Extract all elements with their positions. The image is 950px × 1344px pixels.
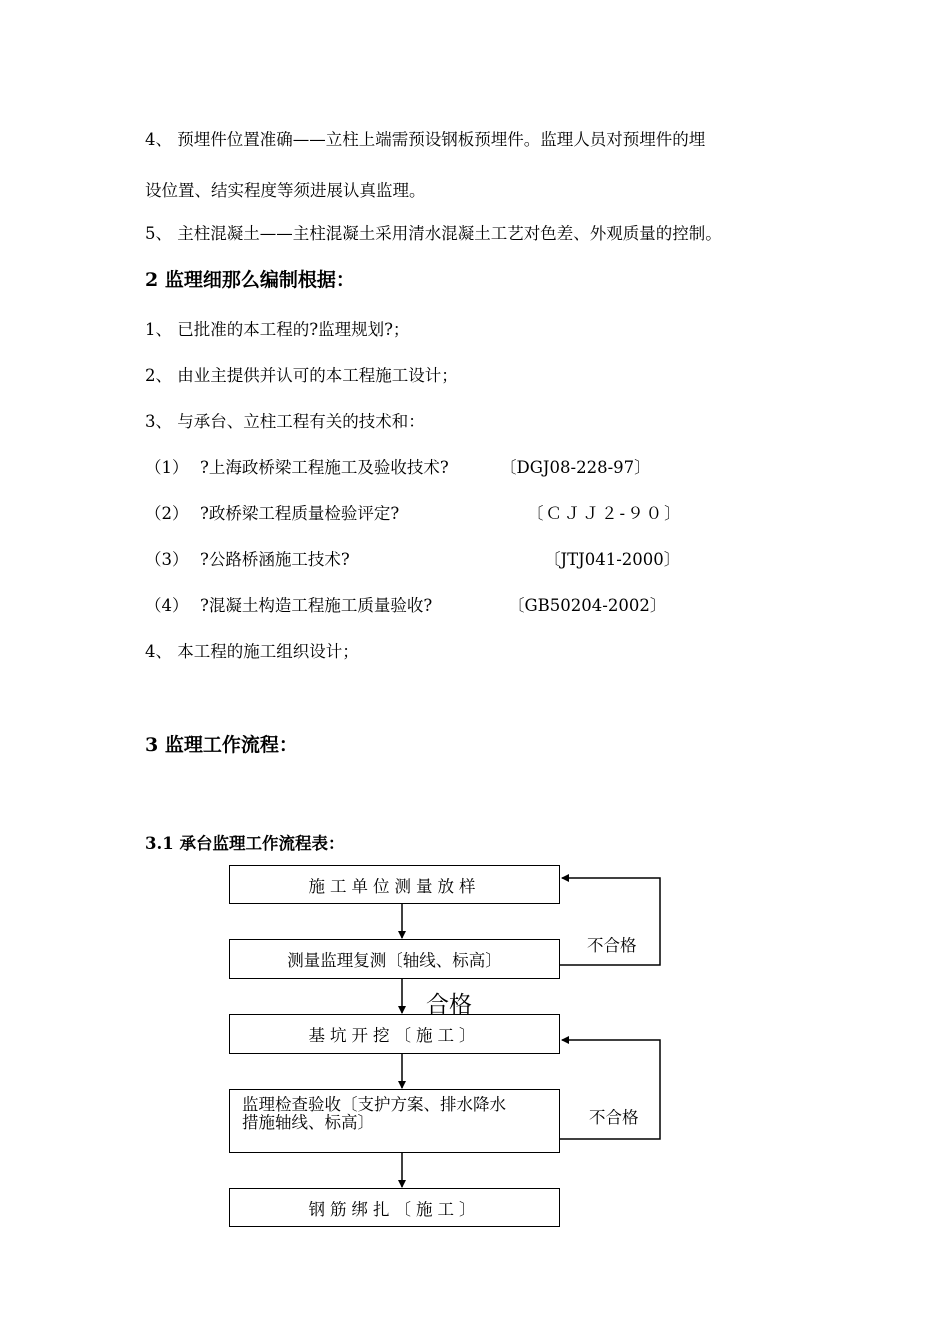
flow-box-label-line-2: 措施轴线、标高〕: [242, 1113, 374, 1132]
standard-name: ?混凝土构造工程施工质量验收?: [200, 596, 433, 615]
pass-label: 合格: [426, 992, 472, 1018]
standard-number: （2）: [145, 504, 189, 523]
standard-code: 〔JTJ041-2000〕: [544, 550, 681, 569]
fail-label: 不合格: [589, 1108, 639, 1127]
standard-name: ?上海政桥梁工程施工及验收技术?: [200, 458, 449, 477]
section-3-1-heading: 3.1 承台监理工作流程表：: [145, 834, 345, 853]
flow-box-label-line-1: 监理检查验收〔支护方案、排水降水: [242, 1095, 506, 1114]
standard-code: 〔DGJ08-228-97〕: [500, 458, 651, 477]
basis-item-3: 3、 与承台、立柱工程有关的技术和：: [145, 412, 425, 431]
standard-code: 〔GB50204-2002〕: [508, 596, 667, 615]
fail-label: 不合格: [587, 936, 637, 955]
flow-box-label: 测量监理复测〔轴线、标高〕: [287, 951, 502, 970]
standard-number: （4）: [145, 596, 189, 615]
standard-code: 〔ＣＪＪ２-９０〕: [527, 504, 683, 523]
flow-box-label: 钢筋绑扎〔施工〕: [308, 1199, 481, 1219]
flow-box-label: 施工单位测量放样: [308, 876, 481, 896]
standard-number: （3）: [145, 550, 189, 569]
standard-number: （1）: [145, 458, 189, 477]
basis-item-1: 1、 已批准的本工程的?监理规划?；: [145, 320, 410, 339]
flow-box-inspection: [229, 1089, 560, 1153]
flow-box-survey-recheck: [229, 939, 560, 979]
flow-box-rebar-binding: [229, 1188, 560, 1227]
section-3-heading: 3 监理工作流程：: [145, 734, 298, 756]
standard-name: ?政桥梁工程质量检验评定?: [200, 504, 400, 523]
section-2-heading: 2 监理细那么编制根据：: [145, 269, 355, 291]
paragraph-item-5: 5、 主柱混凝土——主柱混凝土采用清水混凝土工艺对色差、外观质量的控制。: [145, 224, 722, 243]
basis-item-4: 4、 本工程的施工组织设计；: [145, 642, 359, 661]
flow-box-survey-layout: [229, 865, 560, 904]
paragraph-item-4-cont: 设位置、结实程度等须进展认真监理。: [145, 181, 426, 200]
basis-item-2: 2、 由业主提供并认可的本工程施工设计；: [145, 366, 458, 385]
standard-name: ?公路桥涵施工技术?: [200, 550, 350, 569]
flow-box-label: 基坑开挖〔施工〕: [308, 1026, 481, 1045]
paragraph-item-4: 4、 预埋件位置准确——立柱上端需预设钢板预埋件。监理人员对预埋件的埋: [145, 130, 706, 149]
flow-box-pit-excavation: [229, 1014, 560, 1054]
